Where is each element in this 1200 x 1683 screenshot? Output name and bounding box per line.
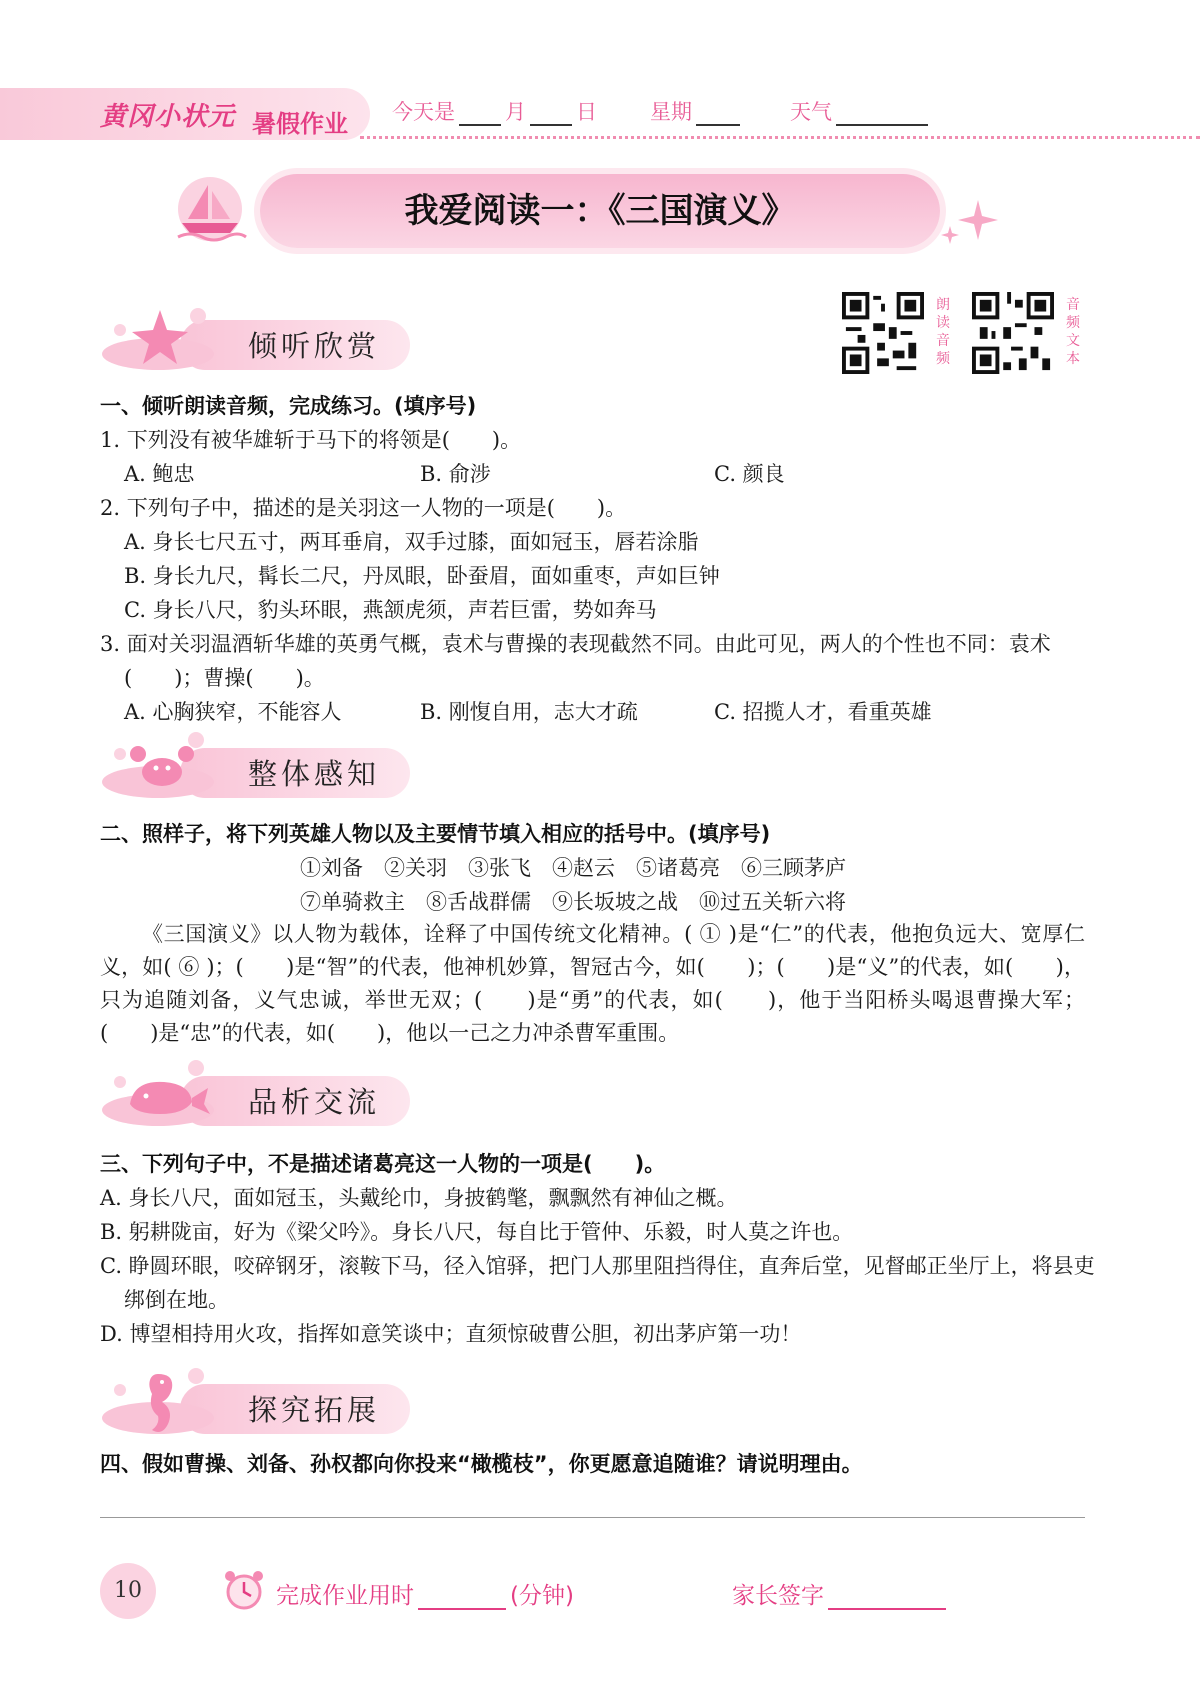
part4-heading: 四、假如曹操、刘备、孙权都向你投来“橄榄枝”，你更愿意追随谁？请说明理由。 (100, 1452, 863, 1476)
parent-sign-label: 家长签字 (732, 1583, 824, 1609)
day-label: 日 (576, 100, 597, 124)
date-field (392, 96, 597, 126)
q3-option-c[interactable]: C. 招揽人才，看重英雄 (714, 700, 932, 724)
q2-option-a[interactable]: A. 身长七尺五寸，两耳垂肩，双手过膝，面如冠玉，唇若涂脂 (124, 530, 699, 554)
question-3-cont: ( )；曹操( )。 (124, 666, 325, 690)
q1-option-c[interactable]: C. 颜良 (714, 462, 785, 486)
part3-option-c[interactable]: C. 睁圆环眼，咬碎钢牙，滚鞍下马，径入馆驿，把门人那里阻挡得住，直奔后堂，见督邮正坐厅上，将县吏 (100, 1254, 1095, 1278)
section-header-listen (100, 302, 420, 376)
crab-icon (100, 730, 220, 804)
day-blank[interactable] (530, 102, 572, 126)
question-1: 1. 下列没有被华雄斩于马下的将领是( )。 (100, 428, 522, 452)
part3-option-a[interactable]: A. 身长八尺，面如冠玉，头戴纶巾，身披鹤氅，飘飘然有神仙之概。 (100, 1186, 738, 1210)
time-unit: (分钟) (510, 1583, 574, 1609)
part3-option-c-cont: 绑倒在地。 (124, 1288, 229, 1312)
q2-option-c[interactable]: C. 身长八尺，豹头环眼，燕颔虎须，声若巨雷，势如奔马 (124, 598, 657, 622)
part1-heading: 一、倾听朗读音频，完成练习。(填序号) (100, 394, 477, 418)
weekday-label: 星期 (650, 100, 692, 124)
series-title: 暑假作业 (252, 110, 348, 138)
footer-divider (100, 1517, 1085, 1518)
section-title-explore: 探究拓展 (248, 1393, 381, 1427)
weather-field (790, 96, 932, 126)
part3-option-d[interactable]: D. 博望相持用火攻，指挥如意笑谈中；直须惊破曹公胆，初出茅庐第一功！ (100, 1322, 802, 1346)
q1-option-b[interactable]: B. 俞涉 (420, 462, 491, 486)
header-dotted-rule (360, 136, 1200, 139)
month-blank[interactable] (459, 102, 501, 126)
time-spent-field (276, 1577, 574, 1610)
parent-sign-blank[interactable] (828, 1586, 946, 1610)
part2-options-row1: ①刘备 ②关羽 ③张飞 ④赵云 ⑤诸葛亮 ⑥三顾茅庐 (300, 856, 846, 880)
parent-sign-field (732, 1577, 950, 1610)
section-header-explore (100, 1366, 420, 1440)
weekday-blank[interactable] (696, 102, 740, 126)
q3-option-b[interactable]: B. 刚愎自用，志大才疏 (420, 700, 638, 724)
part2-passage: 《三国演义》以人物为载体，诠释了中国传统文化精神。( ① )是“仁”的代表，他抱负远大、宽厚仁义，如( ⑥ )；( )是“智”的代表，他神机妙算，智冠古今，如( )；( )是“义”的代表，如( )，只为追随刘备，义气忠诚，举世无双；( )是“勇”的代表，如( )，他于当阳桥头喝退曹操大军；( )是“忠”的代表，如( )，他以一己之力冲杀曹军重围。 (100, 922, 1085, 1045)
alarm-clock-icon (222, 1568, 266, 1612)
brand-logo: 黄冈小状元 (100, 102, 236, 132)
section-title-overview: 整体感知 (248, 757, 381, 791)
qr-text-label: 音频文本 (1066, 297, 1080, 367)
q3-option-a[interactable]: A. 心胸狭窄，不能容人 (124, 700, 342, 724)
part2-heading: 二、照样子，将下列英雄人物以及主要情节填入相应的括号中。(填序号) (100, 822, 771, 846)
section-header-analysis (100, 1058, 420, 1132)
section-title-listen: 倾听欣赏 (248, 329, 381, 363)
seahorse-icon (100, 1366, 220, 1440)
qr-code-audio-icon[interactable] (842, 292, 924, 374)
time-spent-blank[interactable] (418, 1586, 506, 1610)
weather-label: 天气 (790, 100, 832, 124)
part2-options-row2: ⑦单骑救主 ⑧舌战群儒 ⑨长坂坡之战 ⑩过五关斩六将 (300, 890, 846, 914)
page-number: 10 (114, 1578, 142, 1603)
whale-icon (100, 1058, 220, 1132)
part3-option-b[interactable]: B. 躬耕陇亩，好为《梁父吟》。身长八尺，每自比于管仲、乐毅，时人莫之许也。 (100, 1220, 854, 1244)
question-2: 2. 下列句子中，描述的是关羽这一人物的一项是( )。 (100, 496, 627, 520)
weather-blank[interactable] (836, 102, 928, 126)
qr-audio-label: 朗读音频 (936, 297, 950, 367)
section-header-overview (100, 730, 420, 804)
question-3: 3. 面对关羽温酒斩华雄的英勇气概，袁术与曹操的表现截然不同。由此可见，两人的个性也不同：袁术 (100, 632, 1051, 656)
month-label: 月 (505, 100, 526, 124)
sparkle-icon (940, 196, 1000, 246)
starfish-icon (100, 302, 220, 376)
date-prefix: 今天是 (392, 100, 455, 124)
part3-heading: 三、下列句子中，不是描述诸葛亮这一人物的一项是( )。 (100, 1152, 666, 1176)
page-title: 我爱阅读一：《三国演义》 (404, 191, 796, 231)
sailboat-icon (170, 175, 250, 245)
q1-option-a[interactable]: A. 鲍忠 (124, 462, 195, 486)
q2-option-b[interactable]: B. 身长九尺，髯长二尺，丹凤眼，卧蚕眉，面如重枣，声如巨钟 (124, 564, 720, 588)
qr-code-text-icon[interactable] (972, 292, 1054, 374)
time-spent-label: 完成作业用时 (276, 1583, 414, 1609)
weekday-field (650, 96, 744, 126)
section-title-analysis: 品析交流 (248, 1085, 381, 1119)
